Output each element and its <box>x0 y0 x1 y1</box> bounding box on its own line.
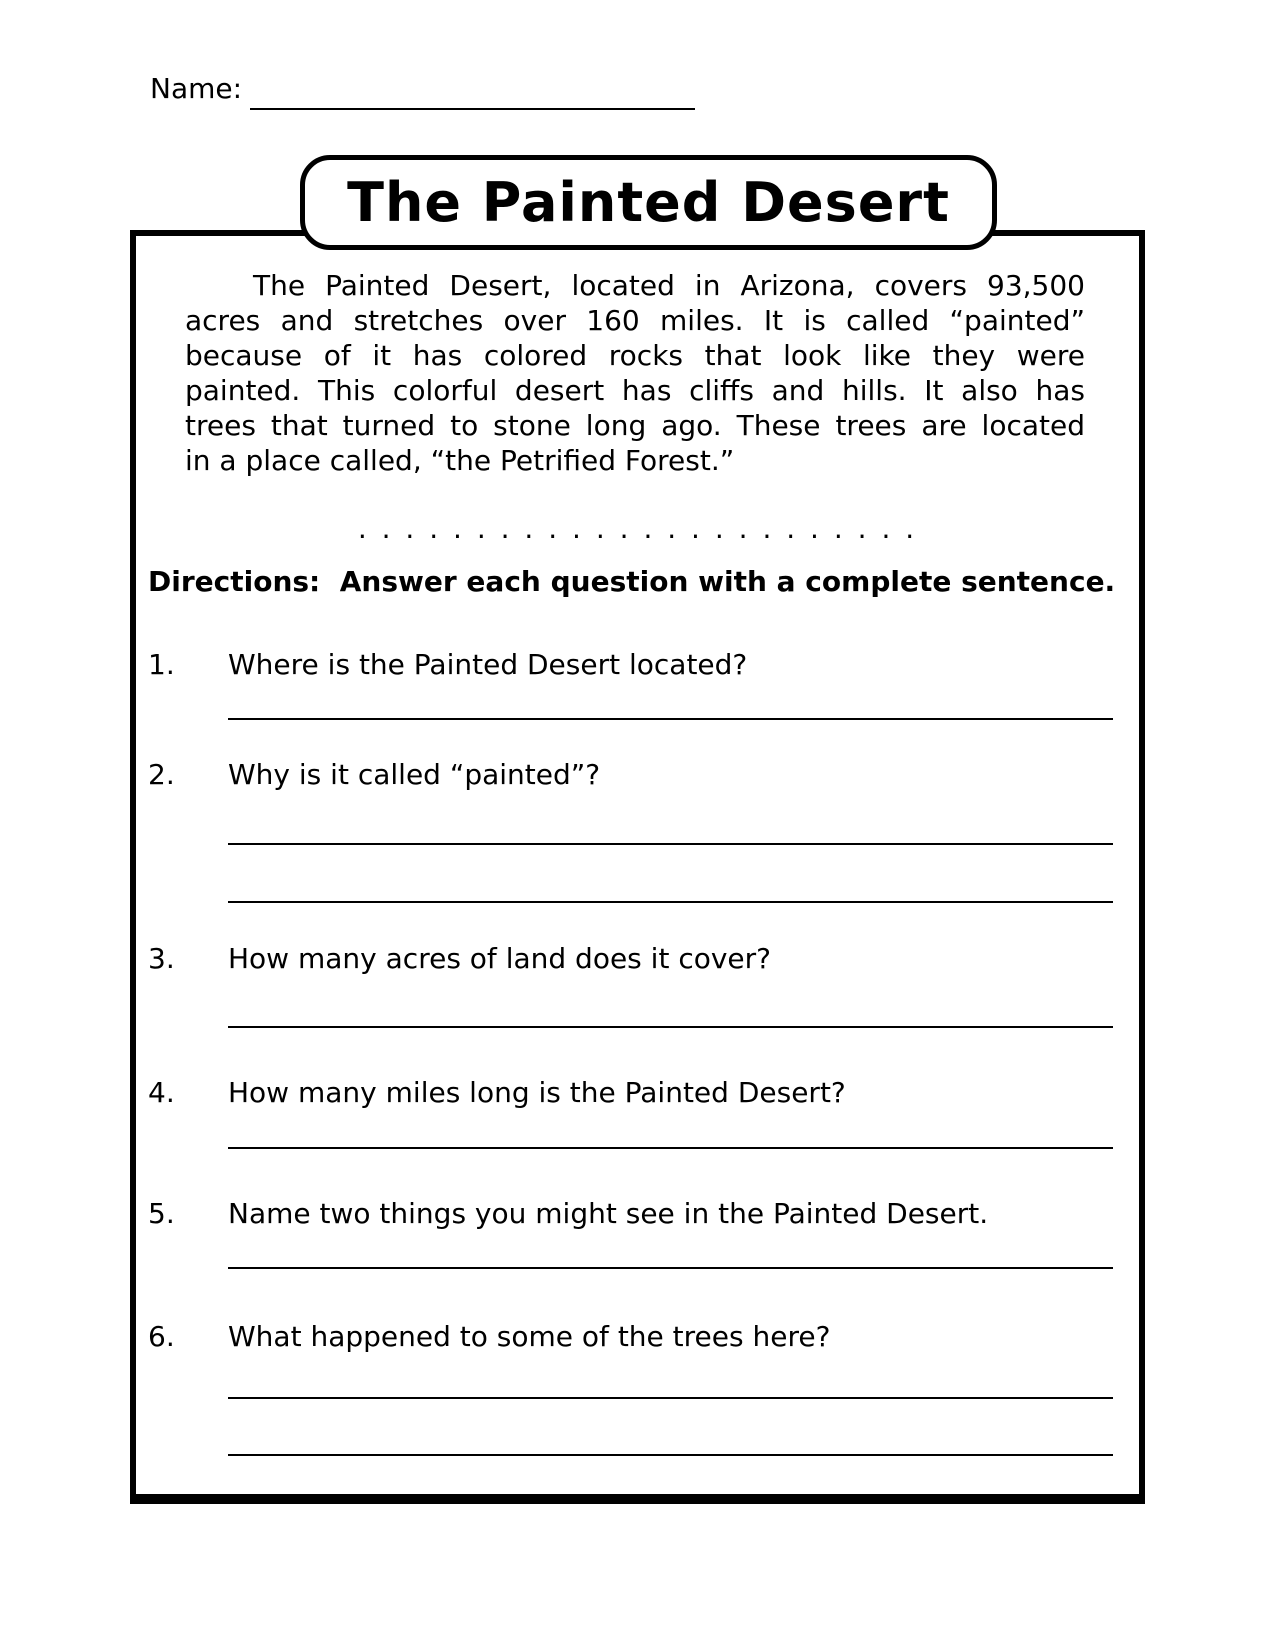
question-text: Name two things you might see in the Painted Desert. <box>228 1197 989 1230</box>
answer-line <box>228 1267 1113 1269</box>
answer-line <box>228 1397 1113 1399</box>
name-label: Name: <box>150 72 243 105</box>
question-number: 3. <box>148 942 175 975</box>
answer-line <box>228 901 1113 903</box>
question-number: 1. <box>148 648 175 681</box>
question-text: Where is the Painted Desert located? <box>228 648 748 681</box>
question-text: How many miles long is the Painted Desert? <box>228 1076 846 1109</box>
dotted-separator: . . . . . . . . . . . . . . . . . . . . . . . . <box>357 512 918 545</box>
page-title: The Painted Desert <box>347 171 950 234</box>
passage-line: painted. This colorful desert has cliffs and hills. It also has <box>185 374 1085 407</box>
question-number: 5. <box>148 1197 175 1230</box>
passage <box>185 268 1085 478</box>
question-text: Why is it called “painted”? <box>228 758 601 791</box>
passage-line: acres and stretches over 160 miles. It is called “painted” <box>185 304 1085 337</box>
answer-line <box>228 1026 1113 1028</box>
answer-line <box>228 1147 1113 1149</box>
question-text: How many acres of land does it cover? <box>228 942 772 975</box>
answer-line <box>228 718 1113 720</box>
passage-line: The Painted Desert, located in Arizona, covers 93,500 <box>253 269 1085 302</box>
question-text: What happened to some of the trees here? <box>228 1320 831 1353</box>
passage-line: trees that turned to stone long ago. These trees are located <box>185 409 1085 442</box>
directions: Directions: Answer each question with a complete sentence. <box>148 565 1116 598</box>
passage-line: because of it has colored rocks that look like they were <box>185 339 1085 372</box>
question-number: 6. <box>148 1320 175 1353</box>
answer-line <box>228 1454 1113 1456</box>
answer-line <box>228 843 1113 845</box>
question-number: 4. <box>148 1076 175 1109</box>
question-number: 2. <box>148 758 175 791</box>
passage-line: in a place called, “the Petrified Forest.” <box>185 444 735 477</box>
